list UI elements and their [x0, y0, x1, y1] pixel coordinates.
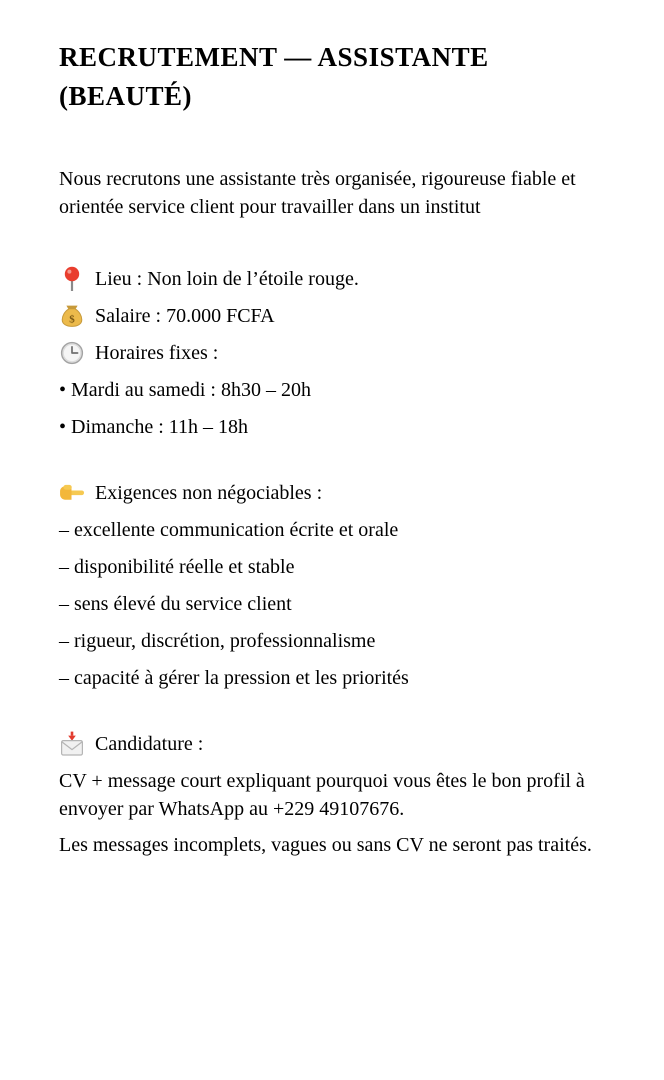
svg-text:$: $: [69, 313, 75, 326]
schedule-item-sunday: • Dimanche : 11h – 18h: [59, 416, 249, 438]
schedule-item-weekdays: • Mardi au samedi : 8h30 – 20h: [59, 379, 311, 401]
requirements-heading-row: [59, 479, 600, 507]
pushpin-icon: [59, 266, 85, 292]
pointing-right-hand-icon: [59, 483, 85, 503]
detail-item-salary: [59, 302, 600, 330]
detail-salary-text: Salaire : 70.000 FCFA: [95, 305, 275, 327]
application-heading: Candidature :: [95, 733, 204, 755]
requirement-item: – excellente communication écrite et orale: [59, 519, 399, 541]
requirement-item: – sens élevé du service client: [59, 593, 292, 615]
application-heading-row: [59, 730, 600, 758]
detail-item-hours: [59, 339, 600, 367]
money-bag-icon: [59, 304, 85, 328]
requirements-section: [59, 479, 600, 692]
application-section: [59, 730, 600, 859]
envelope-arrow-icon: [59, 731, 85, 757]
requirements-heading: Exigences non négociables :: [95, 482, 323, 504]
application-instructions: CV + message court expliquant pourquoi vous êtes le bon profil à envoyer par WhatsApp au +229 49107676.: [59, 770, 585, 820]
requirement-item: – rigueur, discrétion, professionnalisme: [59, 630, 376, 652]
details-section: [59, 265, 600, 441]
detail-location-text: Lieu : Non loin de l’étoile rouge.: [95, 268, 359, 290]
page-title: RECRUTEMENT — ASSISTANTE (BEAUTÉ): [59, 42, 489, 111]
requirement-item: – disponibilité réelle et stable: [59, 556, 295, 578]
requirement-item: – capacité à gérer la pression et les priorités: [59, 667, 409, 689]
detail-hours-text: Horaires fixes :: [95, 342, 219, 364]
clock-icon: [59, 341, 85, 365]
intro-paragraph: Nous recrutons une assistante très organisée, rigoureuse fiable et orientée service client pour travailler dans un institut: [59, 168, 576, 218]
detail-item-location: [59, 265, 600, 293]
application-warning: Les messages incomplets, vagues ou sans CV ne seront pas traités.: [59, 834, 592, 856]
